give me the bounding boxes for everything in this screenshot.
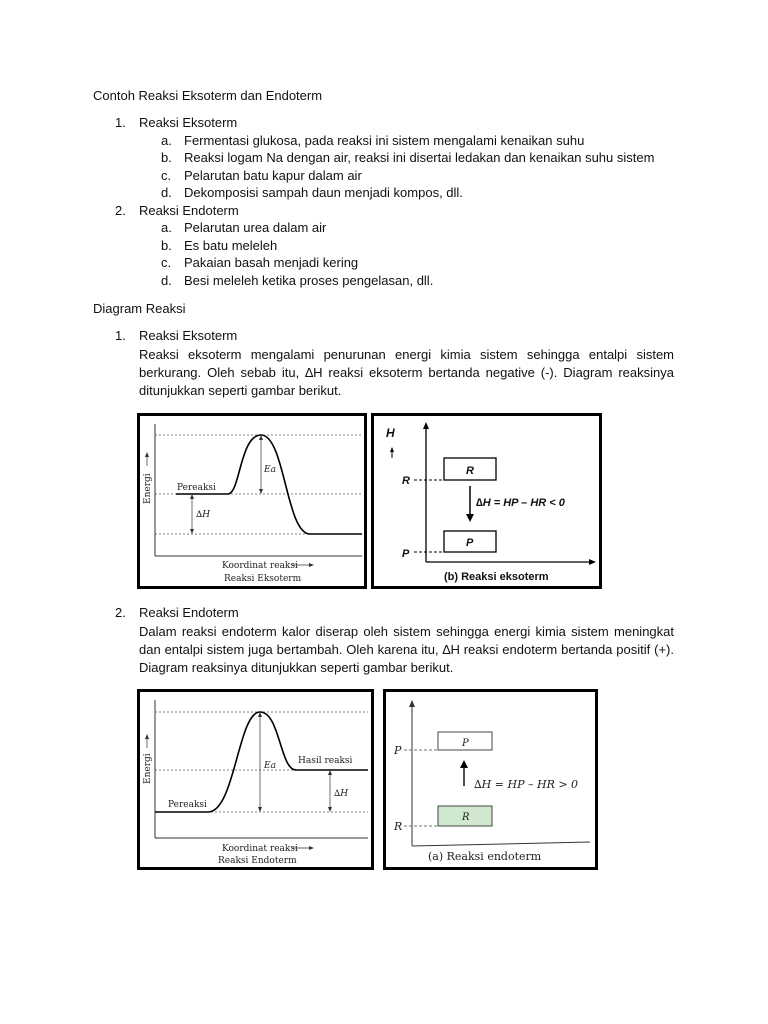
list-item: [115, 604, 675, 622]
delta-h-label: ∆H: [196, 510, 211, 520]
sub-list-item: [115, 167, 675, 185]
y-axis-label: Energi: [143, 473, 153, 504]
x-axis-label: Koordinat reaksi: [222, 561, 298, 571]
list-item: [115, 202, 675, 220]
sub-list-letter: b.: [161, 237, 172, 253]
sub-list-text: Es batu meleleh: [184, 237, 278, 253]
sub-list-text: Reaksi logam Na dengan air, reaksi ini disertai ledakan dan kenaikan suhu sistem: [184, 150, 655, 165]
example-list: [115, 114, 675, 289]
activation-energy-label: Ea: [264, 465, 276, 475]
section-endotherm: [115, 604, 675, 622]
level-r-label: R: [402, 475, 410, 487]
diagram-caption: Reaksi Eksoterm: [224, 574, 302, 584]
delta-h-label: ∆H: [334, 789, 349, 799]
sub-list-item: [115, 254, 675, 272]
list-label: Reaksi Endoterm: [139, 202, 239, 218]
sub-list-letter: c.: [161, 167, 172, 183]
sub-list-text: Pelarutan batu kapur dalam air: [184, 167, 362, 183]
delta-h-equation: ∆H = HP – HR > 0: [474, 778, 579, 791]
list-number: 2.: [115, 202, 126, 218]
delta-h-equation: ∆H = HP – HR < 0: [476, 497, 565, 509]
list-label: Reaksi Endoterm: [139, 605, 239, 620]
list-label: Reaksi Eksoterm: [139, 115, 238, 130]
sub-list-letter: d.: [161, 185, 172, 200]
sub-list-letter: c.: [161, 255, 172, 270]
exotherm-enthalpy-diagram: [371, 413, 602, 589]
sub-list-item: [115, 149, 675, 167]
sub-list-letter: b.: [161, 150, 172, 165]
product-box: P: [462, 738, 469, 749]
sub-list-item: [115, 132, 675, 150]
list-label: Reaksi Eksoterm: [139, 328, 238, 343]
sub-list-text: Fermentasi glukosa, pada reaksi ini sistem mengalami kenaikan suhu: [184, 132, 585, 148]
enthalpy-axis-label: H: [386, 426, 395, 440]
sub-list-text: Dekomposisi sampah daun menjadi kompos, dll.: [184, 185, 463, 200]
endotherm-paragraph: Dalam reaksi endoterm kalor diserap oleh sistem sehingga energi kimia sistem meningkat dan entalpi sistem juga bertambah. Oleh karena itu, ∆H reaksi endoterm bertanda positif (+). Diagram reaksinya ditunjukkan seperti gambar berikut.: [139, 624, 674, 675]
level-p-label: P: [394, 744, 402, 757]
reactant-box: R: [466, 465, 474, 477]
sub-list-item: [115, 219, 675, 237]
diagram-heading: Diagram Reaksi: [93, 301, 186, 316]
sub-list-letter: d.: [161, 272, 172, 288]
reactant-label: Pereaksi: [177, 483, 216, 493]
level-r-label: R: [394, 820, 403, 833]
list-item: [115, 327, 675, 345]
sub-list-text: Pelarutan urea dalam air: [184, 220, 327, 235]
exotherm-energy-diagram: [137, 413, 367, 589]
diagram-caption: (a) Reaksi endoterm: [428, 850, 542, 863]
reactant-box: R: [462, 812, 470, 823]
diagram-caption: Reaksi Endoterm: [218, 856, 297, 866]
exotherm-paragraph: Reaksi eksoterm mengalami penurunan energi kimia sistem sehingga entalpi sistem berkurang. Oleh sebab itu, ∆H reaksi eksoterm bertanda negative (-). Diagram reaksinya ditunjukkan seperti gambar berikut.: [139, 347, 674, 398]
endotherm-energy-diagram: [137, 689, 374, 870]
list-number: 1.: [115, 328, 126, 343]
reactant-label: Pereaksi: [168, 800, 207, 810]
sub-list-letter: a.: [161, 220, 172, 235]
y-axis-label: Energi: [143, 753, 153, 784]
endotherm-enthalpy-diagram: [383, 689, 598, 870]
sub-list-text: Besi meleleh ketika proses pengelasan, dll.: [184, 272, 434, 288]
list-number: 1.: [115, 115, 126, 130]
sub-list-text: Pakaian basah menjadi kering: [184, 255, 359, 270]
page-title: Contoh Reaksi Eksoterm dan Endoterm: [93, 88, 323, 103]
activation-energy-label: Ea: [264, 761, 276, 771]
list-item: [115, 114, 675, 132]
diagram-caption: (b) Reaksi eksoterm: [444, 571, 549, 583]
section-exotherm: [115, 327, 675, 345]
sub-list-item: [115, 184, 675, 202]
product-label: Hasil reaksi: [298, 756, 353, 766]
sub-list-item: [115, 272, 675, 290]
x-axis-label: Koordinat reaksi: [222, 844, 298, 854]
list-number: 2.: [115, 605, 126, 620]
sub-list-letter: a.: [161, 132, 172, 148]
sub-list-item: [115, 237, 675, 255]
level-p-label: P: [402, 548, 410, 560]
product-box: P: [466, 537, 474, 549]
